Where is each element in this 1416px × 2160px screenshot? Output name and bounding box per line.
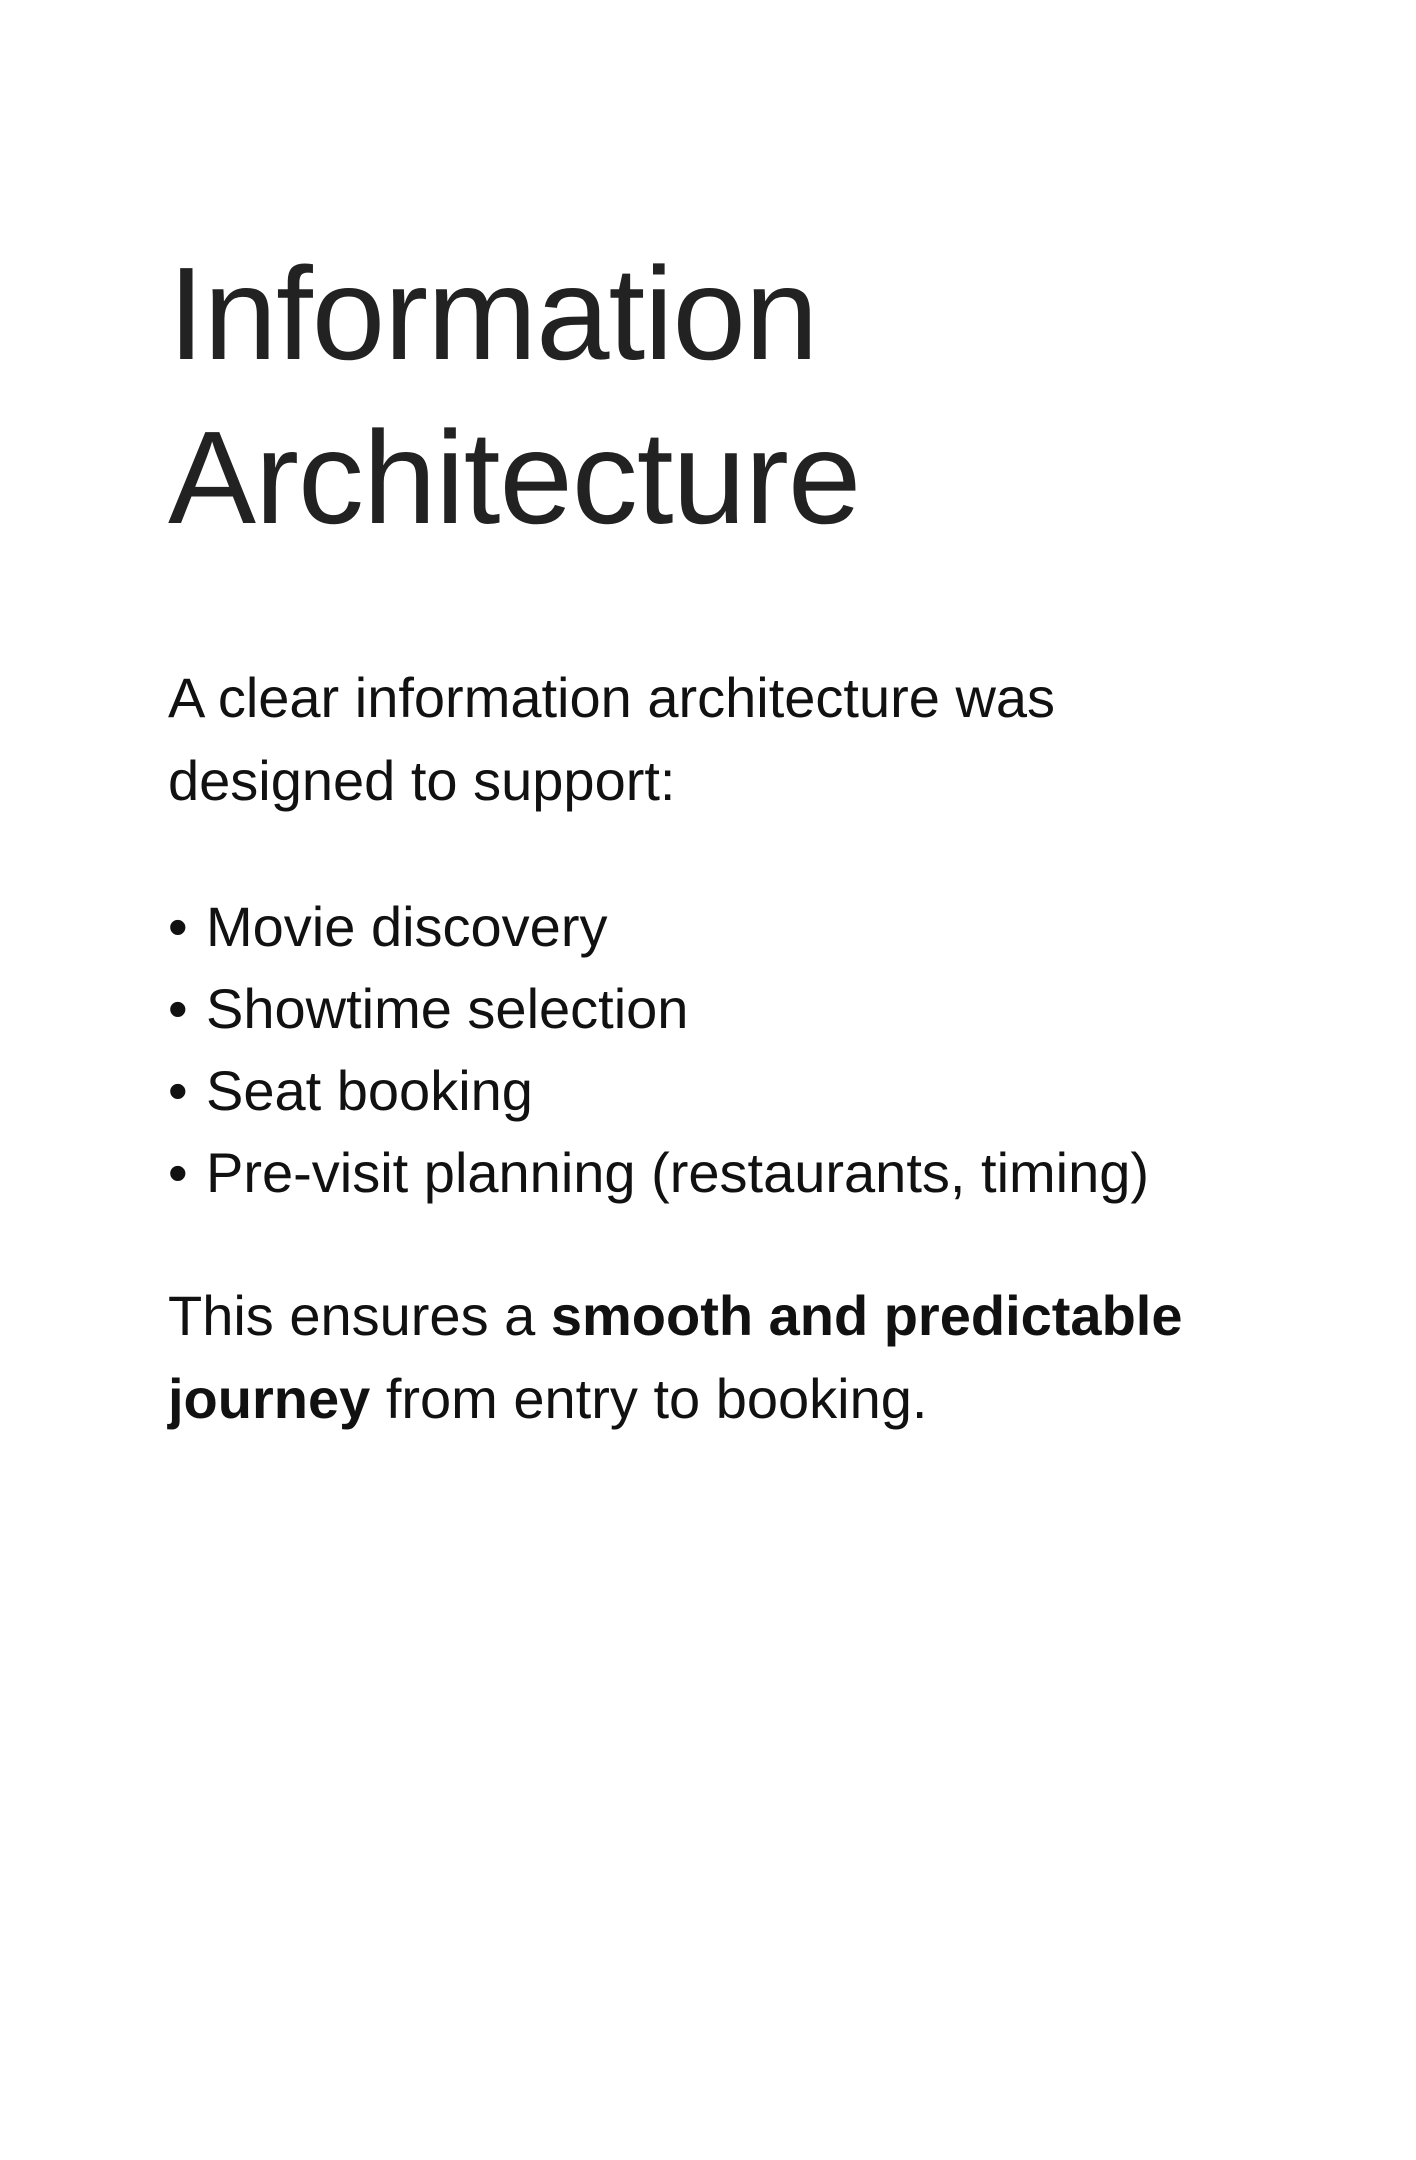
summary-emphasis-line-2: journey [168,1367,371,1430]
summary-paragraph [168,1274,1288,1440]
list-item-label: Seat booking [206,1059,533,1122]
page-title-line-2: Architecture [168,404,861,551]
page-title [168,232,860,560]
summary-prefix: This ensures a [168,1284,551,1347]
list-item [168,1050,1149,1132]
bullet-icon: • [168,1141,188,1204]
summary-suffix: from entry to booking. [370,1367,928,1430]
intro-line-2: designed to support: [168,749,676,812]
list-item [168,1132,1149,1214]
intro-paragraph [168,656,1288,822]
support-list [168,886,1149,1214]
list-item-label: Pre-visit planning (restaurants, timing) [206,1141,1150,1204]
list-item [168,886,1149,968]
bullet-icon: • [168,977,188,1040]
bullet-icon: • [168,1059,188,1122]
list-item-label: Showtime selection [206,977,689,1040]
bullet-icon: • [168,895,188,958]
list-item-label: Movie discovery [206,895,608,958]
list-item [168,968,1149,1050]
page-title-line-1: Information [168,240,818,387]
summary-emphasis-line-1: smooth and predictable [550,1284,1183,1347]
intro-line-1: A clear information architecture was [168,666,1056,729]
